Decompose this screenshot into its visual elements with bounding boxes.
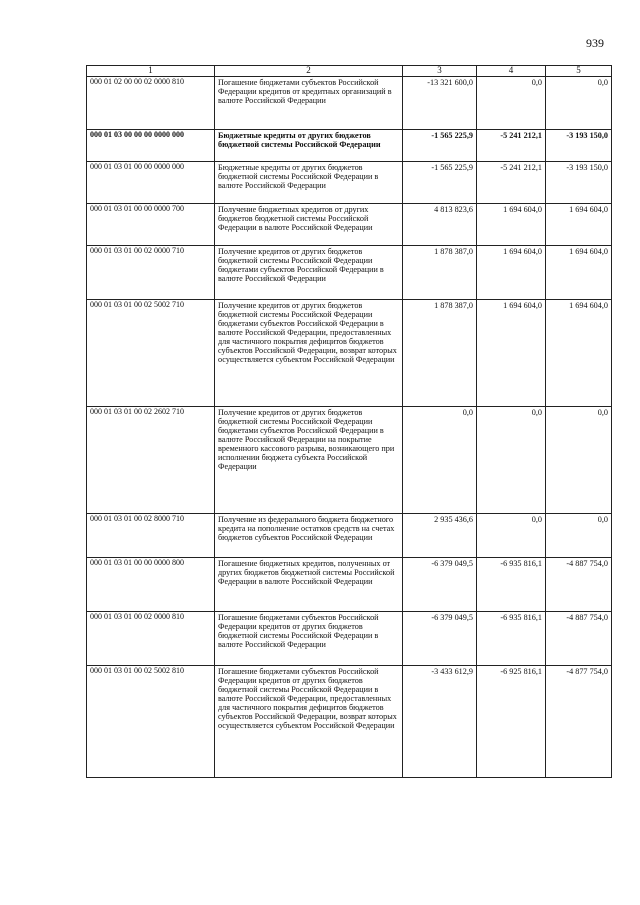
table-row [87, 611, 612, 665]
row-value-col5: 1 694 604,0 [546, 299, 612, 406]
row-value-col4: -6 925 816,1 [477, 665, 546, 777]
row-value-col5: 0,0 [546, 406, 612, 513]
row-value-col3: -6 379 049,5 [403, 611, 477, 665]
row-value-col4: 0,0 [477, 76, 546, 129]
table-body [87, 76, 612, 777]
row-code-cell: 000 01 03 01 00 00 0000 700 [87, 203, 215, 245]
header-cell-col4: 4 [477, 66, 546, 77]
row-name-cell: Получение из федерального бюджета бюджетного кредита на пополнение остатков средств на счетах бюджетов субъектов Российской Федерации [215, 513, 403, 557]
row-value-col5: 1 694 604,0 [546, 203, 612, 245]
row-name-cell: Бюджетные кредиты от других бюджетов бюджетной системы Российской Федерации в валюте Российской Федерации [215, 161, 403, 203]
page-number: 939 [586, 36, 604, 50]
row-value-col5: 0,0 [546, 513, 612, 557]
row-code-cell: 000 01 02 00 00 02 0000 810 [87, 76, 215, 129]
table-row [87, 513, 612, 557]
row-value-col5: -4 887 754,0 [546, 557, 612, 611]
row-name-cell: Получение бюджетных кредитов от других бюджетов бюджетной системы Российской Федерации в валюте Российской Федерации [215, 203, 403, 245]
row-value-col4: 0,0 [477, 513, 546, 557]
table-row [87, 665, 612, 777]
row-value-col3: 4 813 823,6 [403, 203, 477, 245]
row-value-col5: 0,0 [546, 76, 612, 129]
row-value-col5: 1 694 604,0 [546, 245, 612, 299]
row-code-cell: 000 01 03 00 00 00 0000 000 [87, 129, 215, 161]
row-name-cell: Бюджетные кредиты от других бюджетов бюджетной системы Российской Федерации [215, 129, 403, 161]
row-value-col3: -6 379 049,5 [403, 557, 477, 611]
row-value-col4: -6 935 816,1 [477, 557, 546, 611]
header-cell-code: 1 [87, 66, 215, 77]
header-cell-col5: 5 [546, 66, 612, 77]
row-value-col3: 1 878 387,0 [403, 299, 477, 406]
row-value-col3: -13 321 600,0 [403, 76, 477, 129]
table-row [87, 203, 612, 245]
row-value-col4: 0,0 [477, 406, 546, 513]
row-code-cell: 000 01 03 01 00 02 2602 710 [87, 406, 215, 513]
row-name-cell: Погашение бюджетами субъектов Российской Федерации кредитов от других бюджетов бюджетной системы Российской Федерации в валюте Российской Федерации, предоставленных для частичного покрытия дефицитов бюджетов субъектов Российской Федерации, возврат которых осуществляется субъектом Российской Федерации [215, 665, 403, 777]
table-row [87, 406, 612, 513]
table-row [87, 299, 612, 406]
row-name-cell: Погашение бюджетами субъектов Российской Федерации кредитов от других бюджетов бюджетной системы Российской Федерации в валюте Российской Федерации [215, 611, 403, 665]
row-name-cell: Погашение бюджетных кредитов, полученных от других бюджетов бюджетной системы Российской Федерации в валюте Российской Федерации [215, 557, 403, 611]
row-code-cell: 000 01 03 01 00 02 8000 710 [87, 513, 215, 557]
row-value-col4: -5 241 212,1 [477, 129, 546, 161]
row-name-cell: Получение кредитов от других бюджетов бюджетной системы Российской Федерации бюджетами субъектов Российской Федерации в валюте Российской Федерации, предоставленных для частичного покрытия дефицитов бюджетов субъектов Российской Федерации, возврат которых осуществляется субъектом Российской Федерации [215, 299, 403, 406]
row-value-col4: -5 241 212,1 [477, 161, 546, 203]
row-value-col5: -3 193 150,0 [546, 129, 612, 161]
row-name-cell: Получение кредитов от других бюджетов бюджетной системы Российской Федерации бюджетами субъектов Российской Федерации в валюте Российской Федерации на покрытие временного кассового разрыва, возникающего при исполнении бюджета субъекта Российской Федерации [215, 406, 403, 513]
row-value-col4: 1 694 604,0 [477, 299, 546, 406]
row-code-cell: 000 01 03 01 00 02 5002 810 [87, 665, 215, 777]
table-row [87, 76, 612, 129]
table-row [87, 129, 612, 161]
row-value-col4: 1 694 604,0 [477, 203, 546, 245]
table-row [87, 161, 612, 203]
row-code-cell: 000 01 03 01 00 00 0000 800 [87, 557, 215, 611]
row-value-col3: 1 878 387,0 [403, 245, 477, 299]
row-value-col3: 0,0 [403, 406, 477, 513]
row-value-col5: -3 193 150,0 [546, 161, 612, 203]
row-value-col4: -6 935 816,1 [477, 611, 546, 665]
row-name-cell: Получение кредитов от других бюджетов бюджетной системы Российской Федерации бюджетами субъектов Российской Федерации в валюте Российской Федерации [215, 245, 403, 299]
table-row [87, 245, 612, 299]
row-code-cell: 000 01 03 01 00 02 0000 710 [87, 245, 215, 299]
row-value-col3: -1 565 225,9 [403, 129, 477, 161]
row-value-col5: -4 877 754,0 [546, 665, 612, 777]
row-value-col3: 2 935 436,6 [403, 513, 477, 557]
row-code-cell: 000 01 03 01 00 02 5002 710 [87, 299, 215, 406]
row-code-cell: 000 01 03 01 00 00 0000 000 [87, 161, 215, 203]
row-value-col3: -3 433 612,9 [403, 665, 477, 777]
row-name-cell: Погашение бюджетами субъектов Российской Федерации кредитов от кредитных организаций в валюте Российской Федерации [215, 76, 403, 129]
header-cell-name: 2 [215, 66, 403, 77]
budget-table [86, 65, 612, 778]
row-value-col5: -4 887 754,0 [546, 611, 612, 665]
row-value-col3: -1 565 225,9 [403, 161, 477, 203]
header-row [87, 66, 612, 77]
row-code-cell: 000 01 03 01 00 02 0000 810 [87, 611, 215, 665]
row-value-col4: 1 694 604,0 [477, 245, 546, 299]
header-cell-col3: 3 [403, 66, 477, 77]
table-row [87, 557, 612, 611]
